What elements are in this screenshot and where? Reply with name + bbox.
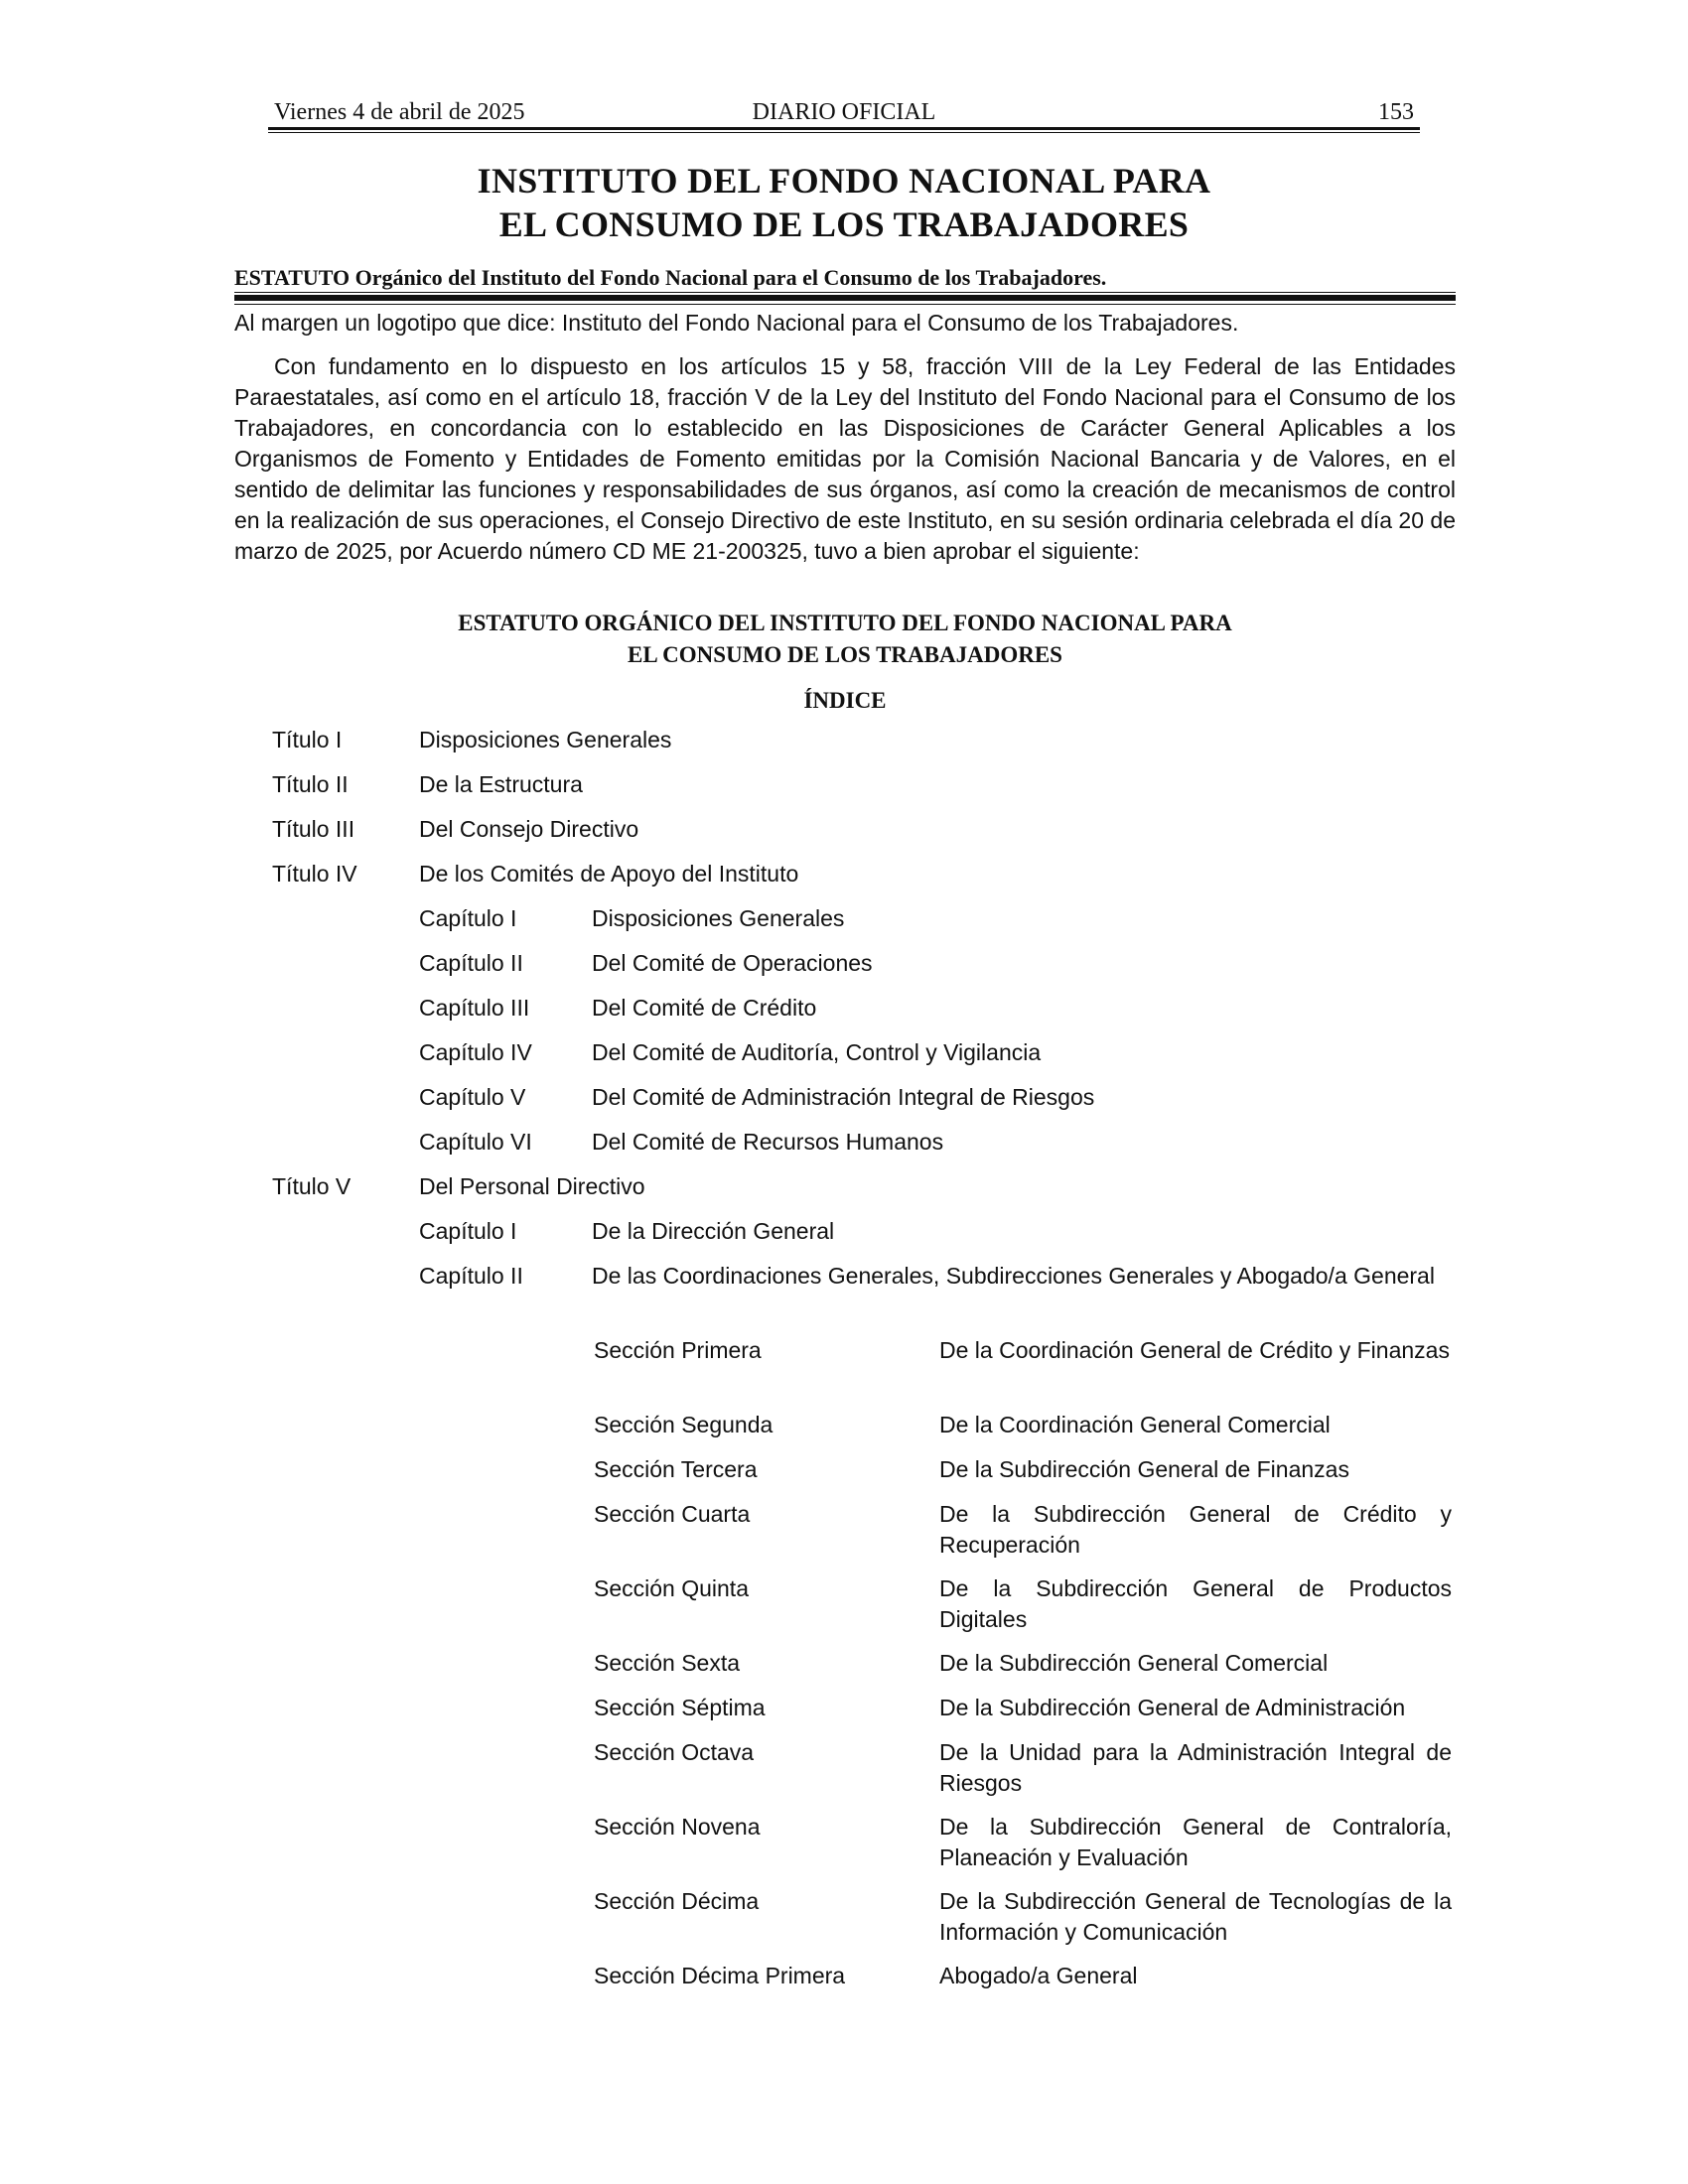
index-capitulo-label: Capítulo I — [419, 905, 517, 931]
index-capitulo-label: Capítulo II — [419, 1263, 523, 1289]
index-titulo-text: Del Consejo Directivo — [419, 816, 639, 842]
document-heading: ESTATUTO Orgánico del Instituto del Fondo Nacional para el Consumo de los Trabajadores. — [234, 265, 1107, 290]
institution-title-line2: EL CONSUMO DE LOS TRABAJADORES — [498, 205, 1190, 244]
header-page-number: 153 — [1378, 99, 1414, 125]
index-seccion-label: Sección Séptima — [594, 1695, 766, 1720]
index-capitulo-label: Capítulo III — [419, 995, 530, 1021]
index-seccion-label: Sección Sexta — [594, 1650, 741, 1676]
header-date: Viernes 4 de abril de 2025 — [274, 99, 525, 125]
index-seccion-label: Sección Quinta — [594, 1575, 749, 1601]
index-titulo-text: Del Personal Directivo — [419, 1173, 645, 1199]
index-seccion-text: De la Subdirección General de Crédito y Recuperación — [939, 1501, 1452, 1558]
index-titulo-text: De los Comités de Apoyo del Instituto — [419, 861, 799, 887]
heading-rule-bottom — [234, 304, 1456, 305]
index-capitulo-label: Capítulo I — [419, 1218, 517, 1244]
index-capitulo-text: Del Comité de Operaciones — [592, 950, 873, 976]
index-seccion-text: De la Subdirección General de Tecnologías de la Información y Comunicación — [939, 1888, 1452, 1945]
index-capitulo-text: Del Comité de Crédito — [592, 995, 817, 1021]
header-rule-thin — [268, 132, 1420, 133]
index-capitulo-label: Capítulo IV — [419, 1039, 532, 1065]
running-header — [268, 95, 1420, 129]
heading-rule-top — [234, 292, 1456, 293]
index-seccion-label: Sección Décima — [594, 1888, 760, 1914]
index-seccion-label: Sección Cuarta — [594, 1501, 751, 1527]
institution-title-line1: INSTITUTO DEL FONDO NACIONAL PARA — [477, 161, 1211, 201]
index-capitulo-text: De las Coordinaciones Generales, Subdirecciones Generales y Abogado/a General — [592, 1263, 1435, 1289]
statute-title — [234, 608, 1456, 671]
index-titulo-label: Título V — [272, 1173, 352, 1199]
intro-paragraph: Con fundamento en lo dispuesto en los artículos 15 y 58, fracción VIII de la Ley Federal de las Entidades Paraestatales, así como en el artículo 18, fracción V de la Ley del Instituto del Fondo Nacional para el Consumo de los Trabajadores, en concordancia con lo establecido en las Disposiciones de Carácter General Aplicables a los Organismos de Fomento y Entidades de Fomento emitidas por la Comisión Nacional Bancaria y de Valores, en el sentido de delimitar las funciones y responsabilidades de sus órganos, así como la creación de mecanismos de control en la realización de sus operaciones, el Consejo Directivo de este Instituto, en su sesión ordinaria celebrada el día 20 de marzo de 2025, por Acuerdo número CD ME 21-200325, tuvo a bien aprobar el siguiente: — [234, 353, 1456, 564]
index-seccion-text: De la Subdirección General Comercial — [939, 1650, 1329, 1676]
index-titulo-label: Título I — [272, 727, 343, 752]
index-seccion-text: De la Coordinación General de Crédito y Finanzas — [939, 1337, 1450, 1363]
index-seccion-text: De la Subdirección General de Administración — [939, 1695, 1406, 1720]
index-seccion-label: Sección Novena — [594, 1814, 761, 1840]
index-capitulo-text: Disposiciones Generales — [592, 905, 845, 931]
index-capitulo-text: Del Comité de Recursos Humanos — [592, 1129, 944, 1155]
index-titulo-text: De la Estructura — [419, 771, 583, 797]
index-seccion-text: De la Coordinación General Comercial — [939, 1412, 1331, 1437]
index-seccion-label: Sección Décima Primera — [594, 1963, 846, 1988]
index-titulo-label: Título IV — [272, 861, 357, 887]
index-seccion-text: De la Subdirección General de Finanzas — [939, 1456, 1349, 1482]
index-titulo-label: Título III — [272, 816, 355, 842]
institution-title — [268, 159, 1420, 246]
header-publication: DIARIO OFICIAL — [752, 99, 936, 125]
index-capitulo-label: Capítulo VI — [419, 1129, 532, 1155]
index-capitulo-label: Capítulo V — [419, 1084, 526, 1110]
index-seccion-text: De la Unidad para la Administración Integral de Riesgos — [939, 1739, 1452, 1796]
header-rule-thick — [268, 127, 1420, 130]
heading-rule-thick — [234, 295, 1456, 301]
index-seccion-text: De la Subdirección General de Contraloría, Planeación y Evaluación — [939, 1814, 1452, 1870]
index-seccion-label: Sección Tercera — [594, 1456, 758, 1482]
index-seccion-text: Abogado/a General — [939, 1963, 1138, 1988]
index-seccion-label: Sección Segunda — [594, 1412, 774, 1437]
index-seccion-label: Sección Primera — [594, 1337, 762, 1363]
statute-title-line1: ESTATUTO ORGÁNICO DEL INSTITUTO DEL FONDO NACIONAL PARA — [458, 611, 1232, 635]
index-capitulo-text: De la Dirección General — [592, 1218, 835, 1244]
index-seccion-label: Sección Octava — [594, 1739, 755, 1765]
index-capitulo-label: Capítulo II — [419, 950, 523, 976]
index-seccion-text: De la Subdirección General de Productos Digitales — [939, 1575, 1452, 1632]
margin-note: Al margen un logotipo que dice: Instituto del Fondo Nacional para el Consumo de los Trabajadores. — [234, 310, 1239, 336]
index-titulo-label: Título II — [272, 771, 349, 797]
index-capitulo-text: Del Comité de Auditoría, Control y Vigilancia — [592, 1039, 1042, 1065]
index-title: ÍNDICE — [803, 688, 887, 713]
index-capitulo-text: Del Comité de Administración Integral de Riesgos — [592, 1084, 1095, 1110]
index-titulo-text: Disposiciones Generales — [419, 727, 672, 752]
statute-title-line2: EL CONSUMO DE LOS TRABAJADORES — [628, 642, 1062, 667]
